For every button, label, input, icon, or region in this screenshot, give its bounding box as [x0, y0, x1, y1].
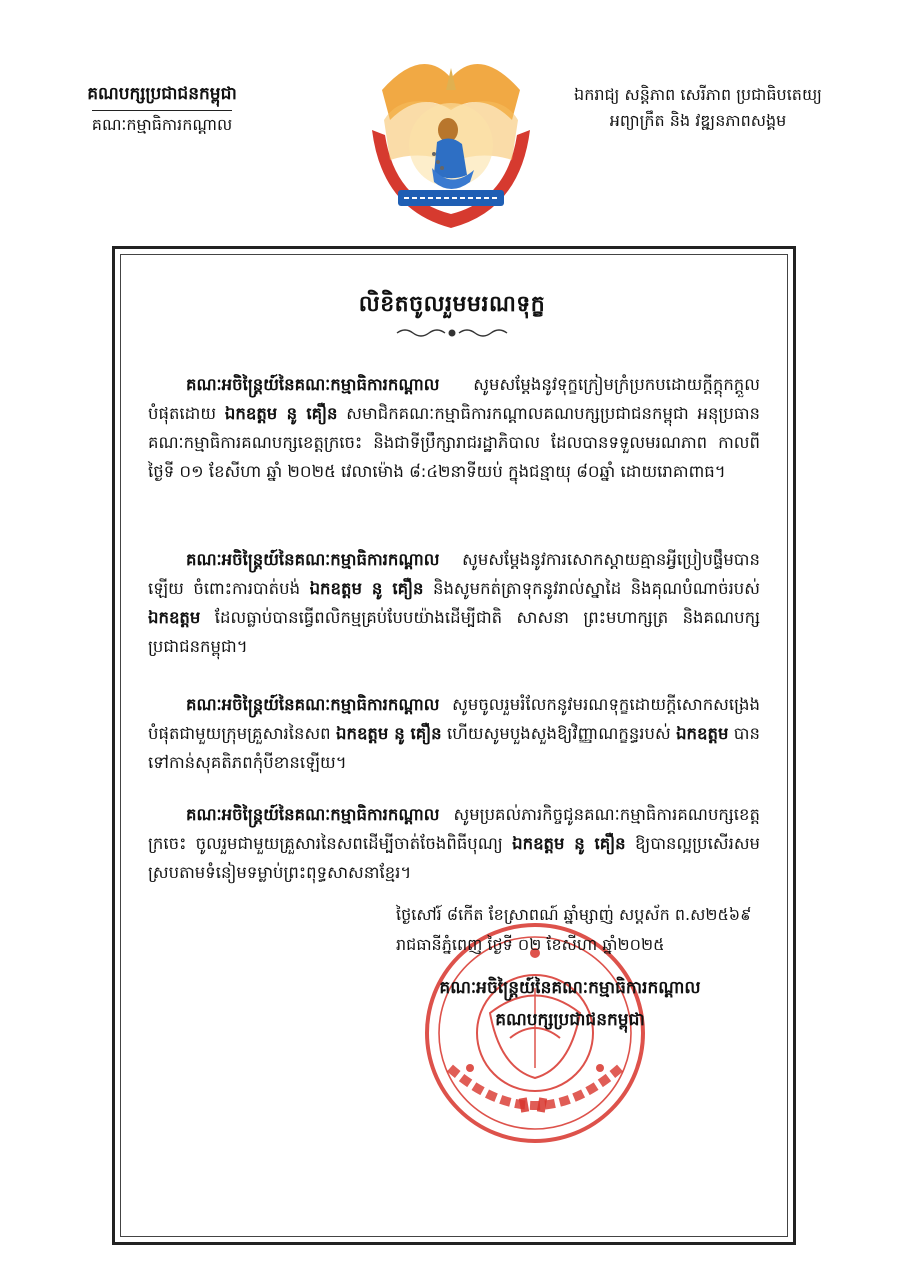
paragraph-3-lead: គណៈអចិន្ត្រៃយ៍នៃគណៈកម្មាធិការកណ្ដាល — [186, 695, 440, 714]
signatory-committee: គណៈអចិន្ត្រៃយ៍នៃគណៈកម្មាធិការកណ្ដាល — [439, 978, 701, 998]
paragraph-4-text-a: សូមប្រគល់ភារកិច្ចជូនគណៈកម្មាធិការគណបក្សខេត្តក្រចេះ ចូលរួមជាមួយគ្រួសារនៃសពដើម្បីចាត់ចែងពិធីបុណ្យ — [148, 805, 760, 853]
paragraph-1-name: ឯកឧត្តម នូ គឿន — [224, 404, 338, 423]
paragraph-1-text-a: សូមសម្ដែងនូវទុក្ខក្រៀមក្រំប្រកបដោយក្ដីក្ដុកក្ដួលបំផុតដោយ — [148, 375, 760, 423]
paragraph-4-lead: គណៈអចិន្ត្រៃយ៍នៃគណៈកម្មាធិការកណ្ដាល — [186, 805, 440, 824]
signatory-block — [360, 972, 780, 1036]
paragraph-4 — [148, 800, 760, 887]
header-right — [548, 82, 848, 134]
paragraph-2-lead: គណៈអចិន្ត្រៃយ៍នៃគណៈកម្មាធិការកណ្ដាល — [186, 550, 440, 569]
party-emblem-logo — [362, 50, 540, 235]
paragraph-2-name: ឯកឧត្តម នូ គឿន — [309, 579, 424, 598]
paragraph-2-text-c: ដែលធ្លាប់បានធ្វើពលិកម្មគ្រប់បែបយ៉ាងដើម្បីជាតិ សាសនា ព្រះមហាក្សត្រ និងគណបក្សប្រជាជនកម្ពុជា។ — [148, 608, 760, 656]
header-left — [62, 82, 262, 137]
paragraph-4-name: ឯកឧត្តម នូ គឿន — [512, 834, 626, 853]
paragraph-3-text-c: បានទៅកាន់សុគតិភពកុំបីខានឡើយ។ — [148, 724, 760, 772]
date-block — [396, 900, 796, 960]
paragraph-1-lead: គណៈអចិន្ត្រៃយ៍នៃគណៈកម្មាធិការកណ្ដាល — [186, 375, 440, 394]
committee-name: គណៈកម្មាធិការកណ្ដាល — [92, 110, 232, 137]
paragraph-3-name2: ឯកឧត្តម — [676, 724, 729, 743]
paragraph-1 — [148, 370, 760, 486]
paragraph-2-text-a: សូមសម្ដែងនូវការសោកស្ដាយគ្មានអ្វីប្រៀបផ្ទឹមបានឡើយ ចំពោះការបាត់បង់ — [148, 550, 760, 598]
signatory-party: គណបក្សប្រជាជនកម្ពុជា — [495, 1010, 645, 1030]
paragraph-3-text-a: សូមចូលរួមរំលែកនូវមរណទុក្ខដោយក្ដីសោកសង្រេងបំផុតជាមួយក្រុមគ្រួសារនៃសព — [148, 695, 760, 743]
lunar-date-line: ថ្ងៃសៅរ៍ ៨កើត ខែស្រាពណ៍ ឆ្នាំម្សាញ់ សប្តស័ក ព.ស២៥៦៩ — [396, 905, 752, 924]
national-motto-line2: អព្យាក្រឹត និង វឌ្ឍនភាពសង្គម — [609, 111, 787, 130]
paragraph-2 — [148, 545, 760, 661]
national-motto-line1: ឯករាជ្យ សន្តិភាព សេរីភាព ប្រជាធិបតេយ្យ — [574, 85, 822, 104]
gregorian-date-line: រាជធានីភ្នំពេញ ថ្ងៃទី ០២ ខែសីហា ឆ្នាំ២០២៥ — [396, 935, 665, 954]
paragraph-3-text-b: ហើយសូមបួងសួងឱ្យវិញ្ញាណក្ខន្ធរបស់ — [441, 724, 677, 743]
paragraph-3-name: ឯកឧត្តម នូ គឿន — [336, 724, 442, 743]
paragraph-2-text-b: និងសូមកត់ត្រាទុកនូវរាល់ស្នាដៃ និងគុណបំណាច់របស់ — [423, 579, 760, 598]
title-ornament-icon — [395, 326, 509, 340]
document-title: លិខិតចូលរួមមរណទុក្ខ — [358, 292, 546, 317]
paragraph-1-text-b: សមាជិកគណៈកម្មាធិការកណ្ដាលគណបក្សប្រជាជនកម្ពុជា អនុប្រធានគណៈកម្មាធិការគណបក្សខេត្តក្រចេះ និងជាទីប្រឹក្សារាជរដ្ឋាភិបាល ដែលបានទទួលមរណភាព កាលពីថ្ងៃទី ០១ ខែសីហា ឆ្នាំ ២០២៥ វេលាម៉ោង ៨:៤២នាទីយប់ ក្នុងជន្មាយុ ៨០ឆ្នាំ ដោយរោគាពាធ។ — [148, 404, 760, 481]
paragraph-3 — [148, 690, 760, 777]
paragraph-2-name2: ឯកឧត្តម — [148, 608, 201, 627]
party-name: គណបក្សប្រជាជនកម្ពុជា — [87, 84, 237, 104]
paragraph-4-text-b: ឱ្យបានល្អប្រសើរសមស្របតាមទំនៀមទម្លាប់ព្រះពុទ្ធសាសនាខ្មែរ។ — [148, 834, 760, 882]
